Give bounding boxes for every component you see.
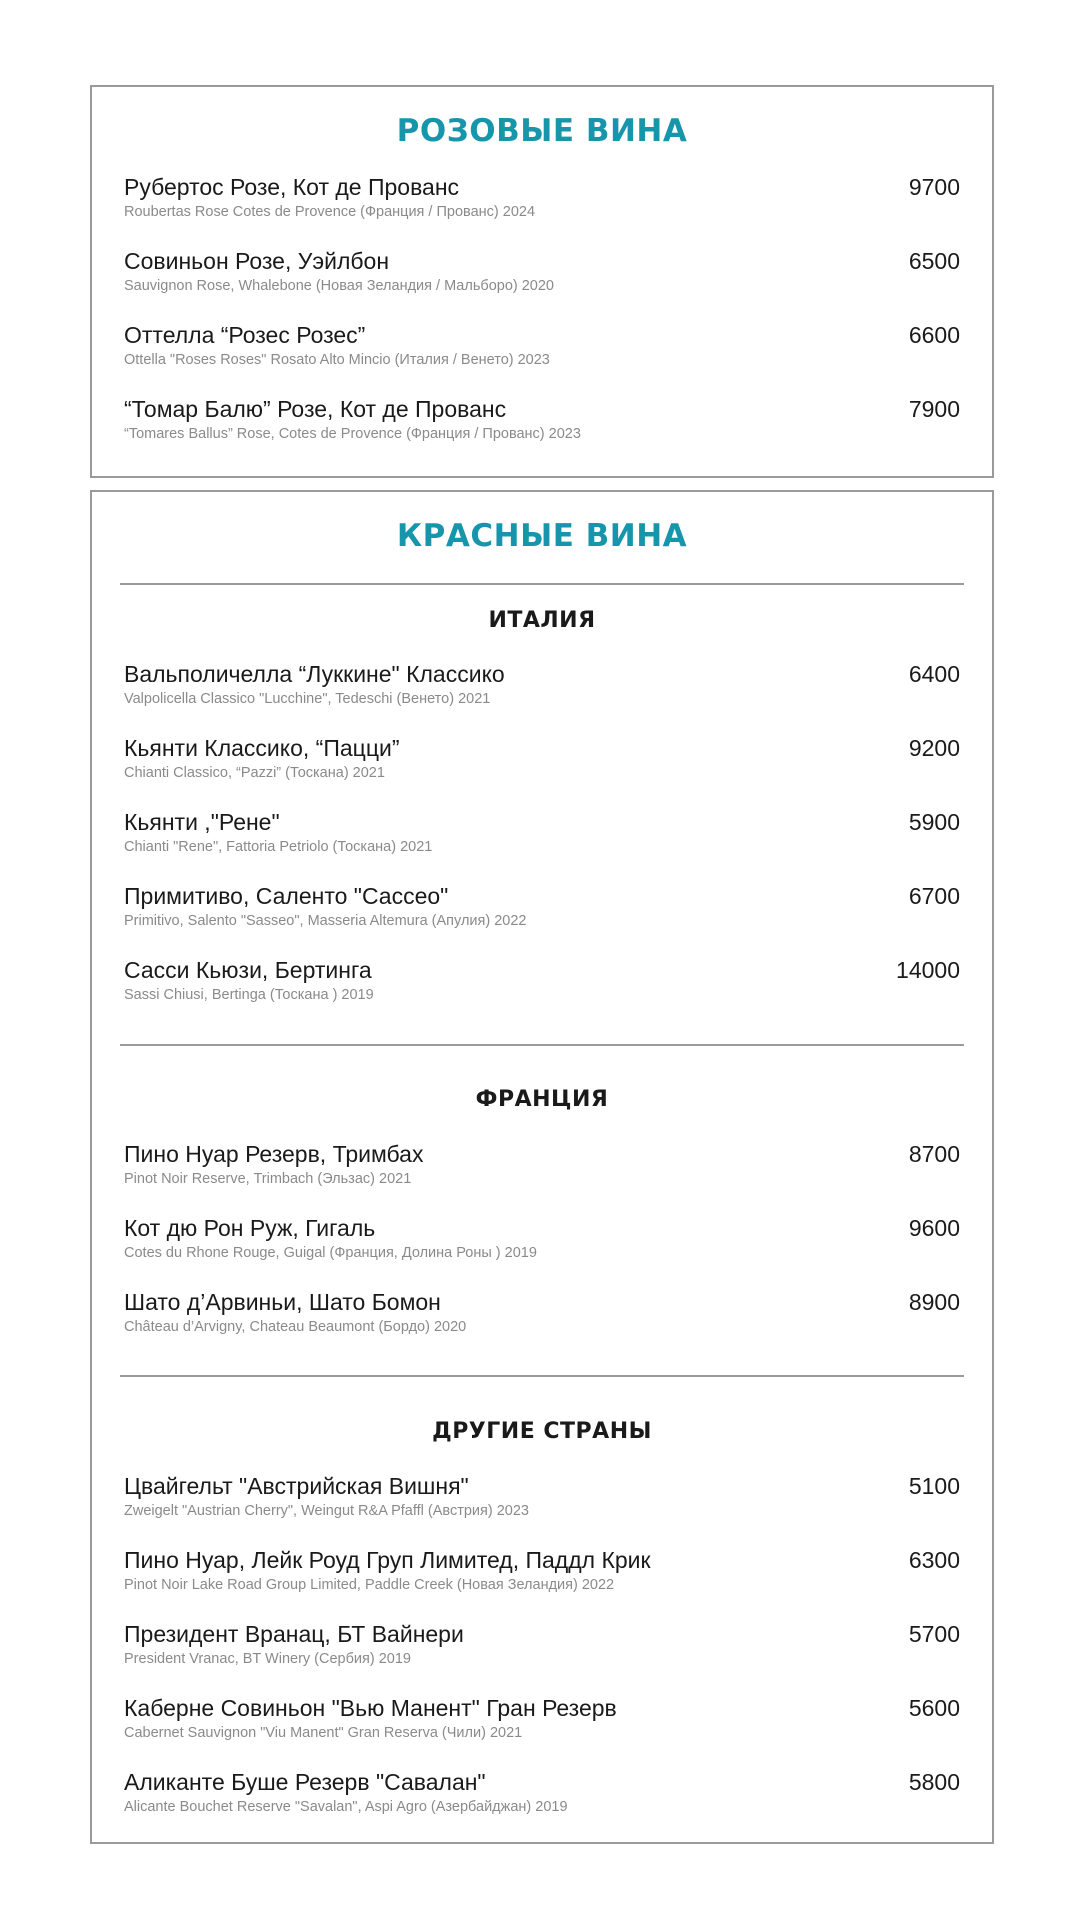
wine-details: Chianti Classico, “Pazzi” (Тоскана) 2021: [124, 765, 385, 781]
list-item: [124, 247, 960, 297]
wine-name: Аликанте Буше Резерв "Савалан": [124, 1769, 486, 1795]
list-item: [124, 173, 960, 223]
wine-price: 8900: [908, 1289, 960, 1315]
wine-details: President Vranac, BT Winery (Сербия) 2019: [124, 1651, 411, 1667]
wine-name: Кот дю Рон Руж, Гигаль: [124, 1215, 376, 1241]
list-item: [124, 1140, 960, 1190]
other-countries-heading: ДРУГИЕ СТРАНЫ: [432, 1419, 652, 1444]
wine-price: 6300: [908, 1547, 960, 1573]
list-item: [124, 1546, 960, 1596]
wine-price: 5700: [908, 1621, 960, 1647]
wine-price: 5600: [908, 1695, 960, 1721]
divider: [120, 1044, 964, 1046]
wine-name: Пино Нуар Резерв, Тримбах: [124, 1141, 424, 1167]
wine-details: Sassi Chiusi, Bertinga (Тоскана ) 2019: [124, 987, 374, 1003]
wine-price: 9700: [908, 174, 960, 200]
list-item: [124, 1288, 960, 1338]
wine-details: Roubertas Rose Cotes de Provence (Франция / Прованс) 2024: [124, 204, 536, 220]
list-item: [124, 395, 960, 445]
wine-details: Zweigelt "Austrian Cherry", Weingut R&A Pfaffl (Австрия) 2023: [124, 1503, 529, 1519]
red-wines-section: [90, 490, 994, 1844]
wine-name: “Томар Балю” Розе, Кот де Прованс: [124, 396, 507, 422]
wine-details: “Tomares Ballus” Rose, Cotes de Provence (Франция / Прованс) 2023: [124, 426, 581, 442]
list-item: [124, 1620, 960, 1670]
divider: [120, 1375, 964, 1377]
rose-wines-section: [90, 85, 994, 478]
wine-price: 6700: [908, 883, 960, 909]
wine-name: Совиньон Розе, Уэйлбон: [124, 248, 390, 274]
wine-name: Оттелла “Розес Розес”: [124, 322, 366, 348]
wine-name: Каберне Совиньон "Вью Манент" Гран Резерв: [124, 1695, 617, 1721]
wine-price: 6500: [908, 248, 960, 274]
wine-details: Pinot Noir Reserve, Trimbach (Эльзас) 2021: [124, 1171, 412, 1187]
wine-details: Valpolicella Classico "Lucchine", Tedeschi (Венето) 2021: [124, 691, 491, 707]
wine-details: Pinot Noir Lake Road Group Limited, Paddle Creek (Новая Зеландия) 2022: [124, 1577, 615, 1593]
red-wines-title: КРАСНЫЕ ВИНА: [396, 518, 688, 554]
wine-name: Рубертос Розе, Кот де Прованс: [124, 174, 460, 200]
wine-price: 6600: [908, 322, 960, 348]
wine-name: Пино Нуар, Лейк Роуд Груп Лимитед, Паддл Крик: [124, 1547, 651, 1573]
wine-details: Alicante Bouchet Reserve "Savalan", Aspi Agro (Азербайджан) 2019: [124, 1799, 568, 1815]
wine-price: 9600: [908, 1215, 960, 1241]
wine-details: Ottella "Roses Roses" Rosato Alto Mincio (Италия / Венето) 2023: [124, 352, 550, 368]
wine-name: Президент Вранац, БТ Вайнери: [124, 1621, 464, 1647]
wine-details: Cotes du Rhone Rouge, Guigal (Франция, Долина Роны ) 2019: [124, 1245, 537, 1261]
wine-price: 14000: [896, 957, 960, 983]
wine-price: 6400: [908, 661, 960, 687]
wine-price: 8700: [908, 1141, 960, 1167]
wine-price: 5900: [908, 809, 960, 835]
wine-details: Primitivo, Salento "Sasseo", Masseria Altemura (Апулия) 2022: [124, 913, 527, 929]
wine-price: 7900: [908, 396, 960, 422]
italy-heading: ИТАЛИЯ: [488, 608, 596, 633]
france-heading: ФРАНЦИЯ: [475, 1087, 609, 1112]
list-item: [124, 1768, 960, 1818]
wine-name: Кьянти ,"Рене": [124, 809, 280, 835]
list-item: [124, 956, 960, 1006]
list-item: [124, 660, 960, 710]
list-item: [124, 808, 960, 858]
wine-details: Chianti "Rene", Fattoria Petriolo (Тоскана) 2021: [124, 839, 433, 855]
wine-price: 5800: [908, 1769, 960, 1795]
wine-name: Цвайгельт "Австрийская Вишня": [124, 1473, 469, 1499]
wine-details: Sauvignon Rose, Whalebone (Новая Зеландия / Мальборо) 2020: [124, 278, 555, 294]
wine-details: Cabernet Sauvignon "Viu Manent" Gran Reserva (Чили) 2021: [124, 1725, 523, 1741]
wine-name: Кьянти Классико, “Пацци”: [124, 735, 400, 761]
wine-name: Примитиво, Саленто "Сассео": [124, 883, 449, 909]
wine-name: Шато д’Арвиньи, Шато Бомон: [124, 1289, 441, 1315]
list-item: [124, 1214, 960, 1264]
wine-name: Сасси Кьюзи, Бертинга: [124, 957, 372, 983]
list-item: [124, 734, 960, 784]
list-item: [124, 1472, 960, 1522]
list-item: [124, 321, 960, 371]
divider: [120, 583, 964, 585]
wine-price: 9200: [908, 735, 960, 761]
wine-details: Château d’Arvigny, Chateau Beaumont (Бордо) 2020: [124, 1319, 467, 1335]
wine-name: Вальполичелла “Луккине" Классико: [124, 661, 505, 687]
list-item: [124, 882, 960, 932]
wine-price: 5100: [908, 1473, 960, 1499]
list-item: [124, 1694, 960, 1744]
rose-wines-title: РОЗОВЫЕ ВИНА: [396, 113, 688, 149]
